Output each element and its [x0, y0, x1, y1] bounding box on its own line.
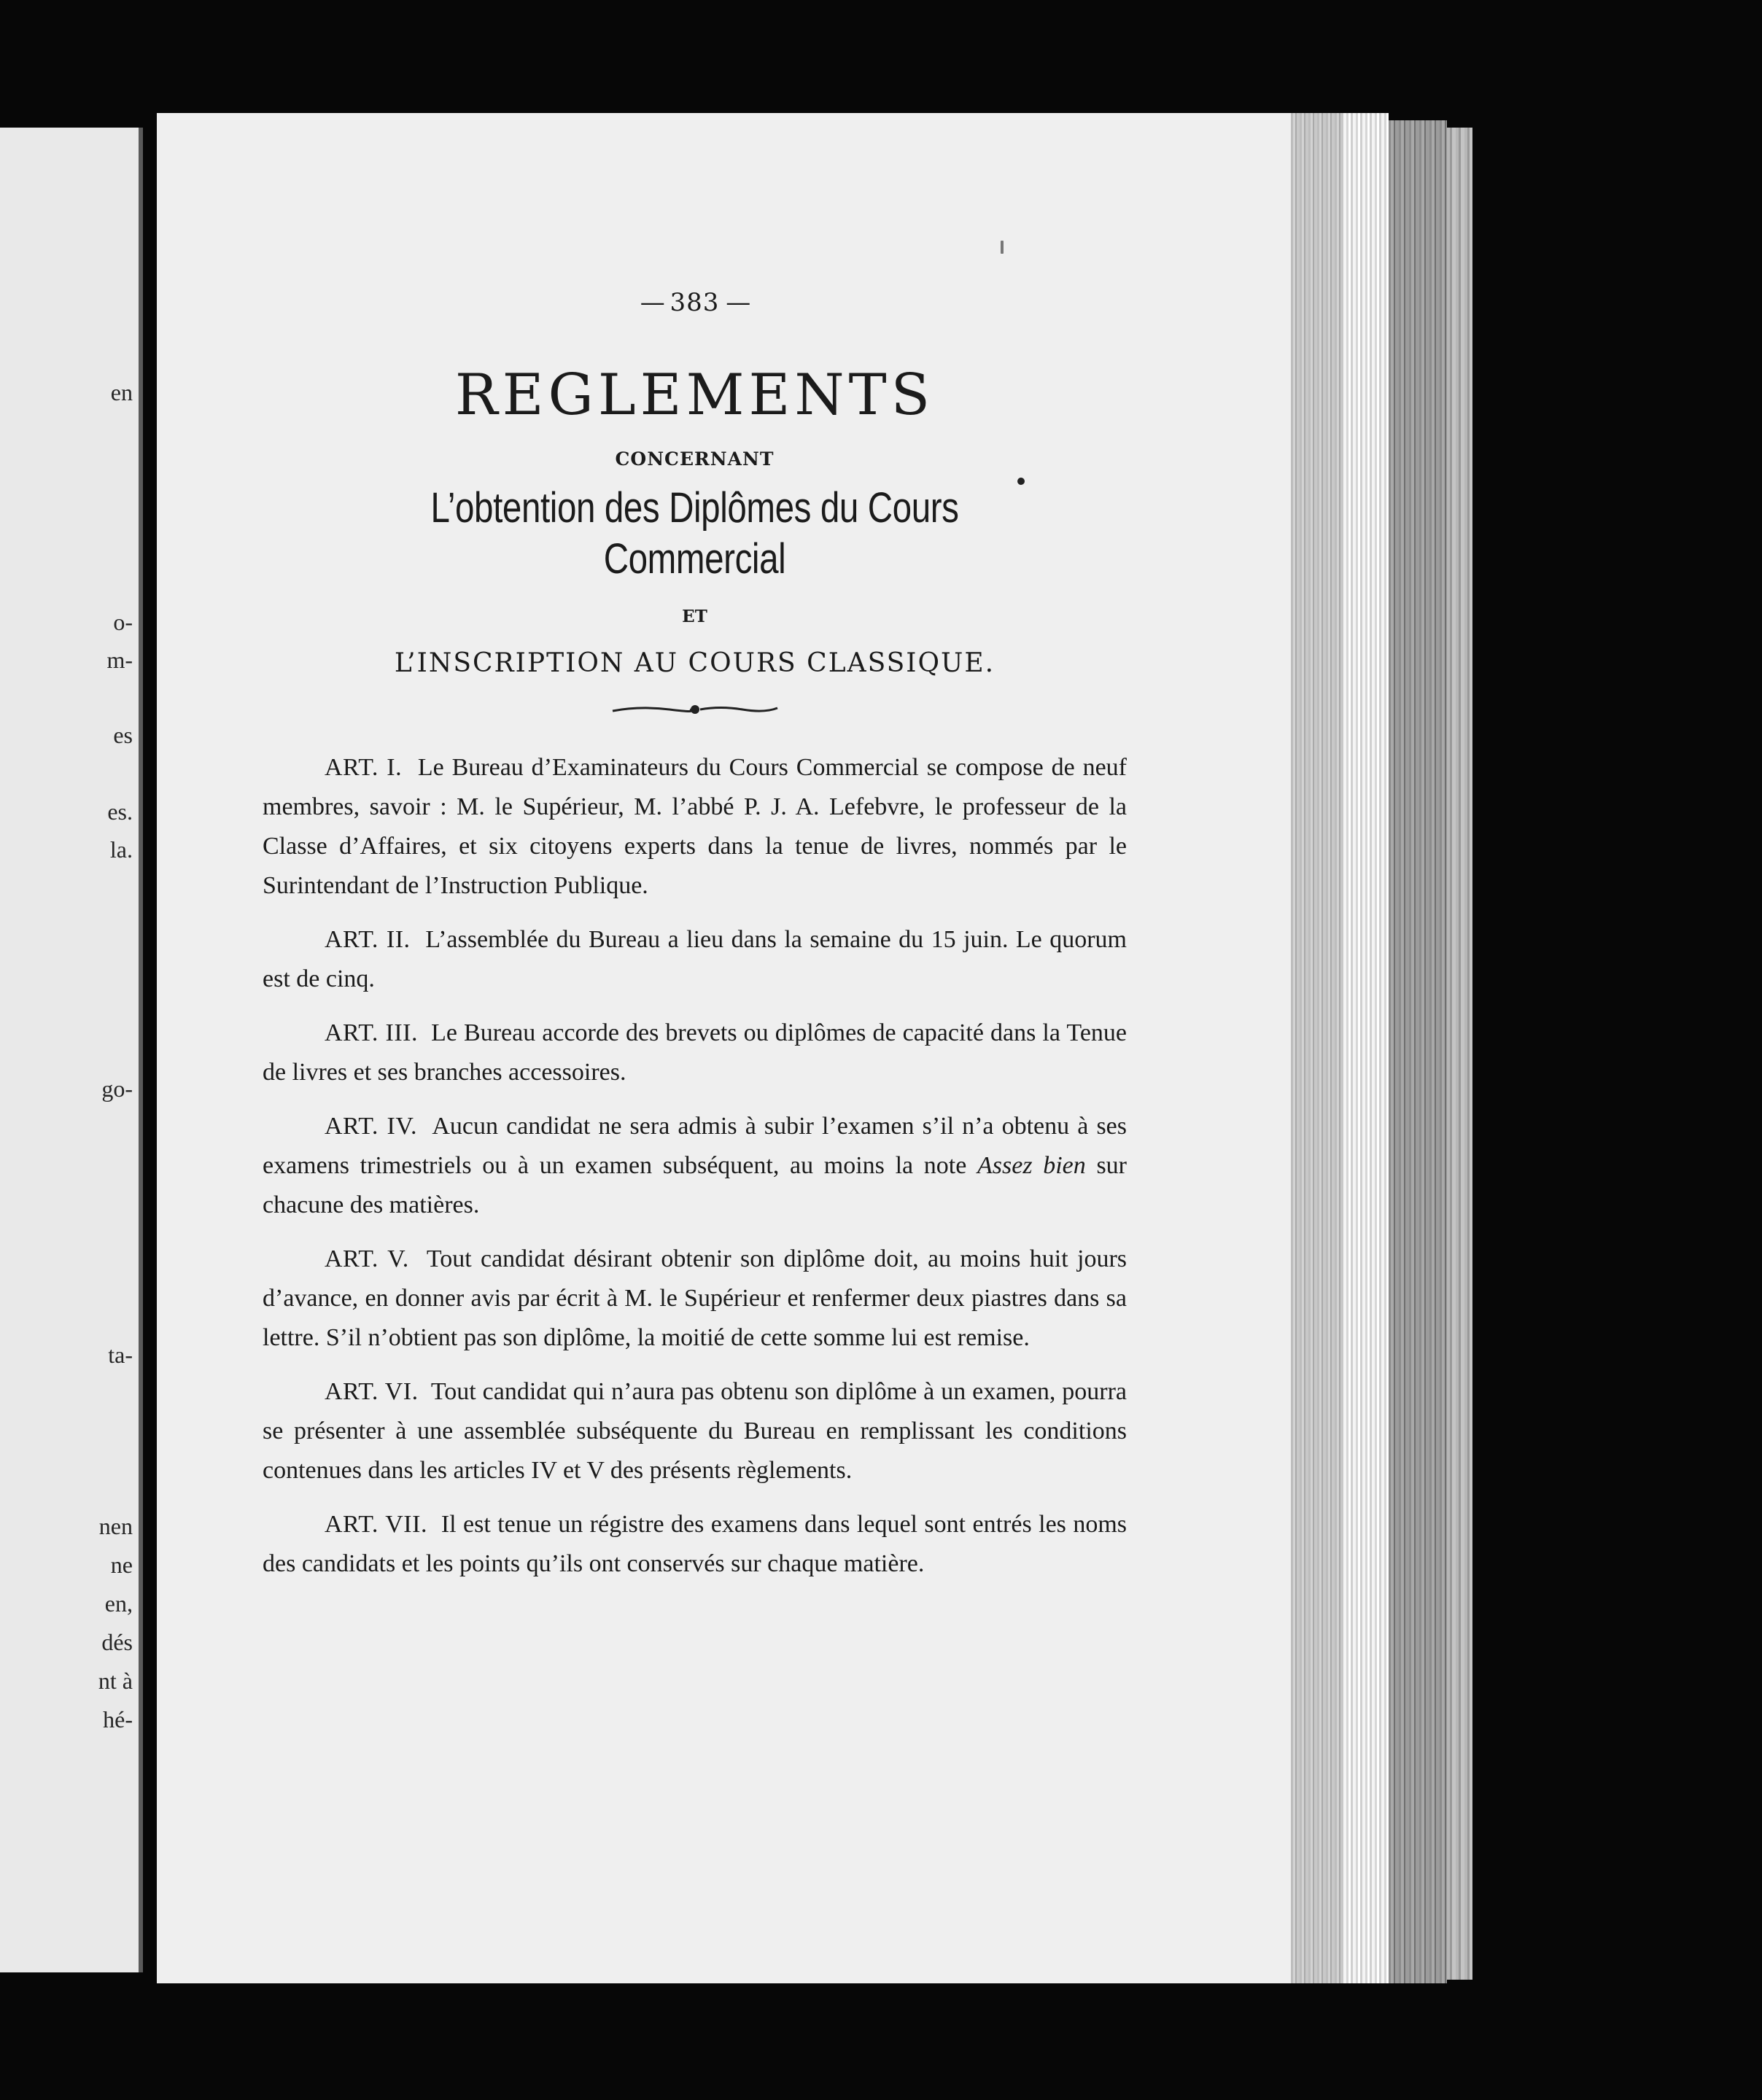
left-fragment: la.	[109, 836, 133, 863]
left-fragment: en	[110, 379, 133, 405]
article-emphasis: Assez bien	[977, 1152, 1086, 1179]
article-text: L’assemblée du Bureau a lieu dans la semaine du 15 juin. Le quorum est de cinq.	[263, 926, 1127, 992]
page-edge	[1291, 113, 1343, 1983]
article-text: Le Bureau d’Examinateurs du Cours Commercial se compose de neuf membres, savoir : M. le Supérieur, M. l’abbé P. J. A. Lefebvre, le professeur de la Classe d’Affaires, et six citoyens experts dans la tenue de livres, nommés par le Surintendant de l’Instruction Publique.	[263, 754, 1128, 899]
article-label: ART. VII.	[325, 1511, 427, 1538]
article-label: ART. VI.	[325, 1378, 419, 1405]
ornament-divider-icon	[611, 699, 779, 720]
page-number-value: 383	[670, 288, 720, 317]
article-4	[263, 1107, 1127, 1225]
left-fragment: es.	[107, 798, 133, 825]
left-fragment: nt à	[98, 1668, 133, 1694]
left-fragment: go-	[101, 1076, 133, 1102]
article-5	[263, 1240, 1127, 1358]
left-fragment: hé-	[103, 1706, 133, 1732]
ink-speck	[1001, 241, 1004, 254]
article-label: ART. V.	[325, 1245, 409, 1272]
article-2	[263, 920, 1127, 999]
left-fragment: ne	[110, 1552, 133, 1578]
article-label: ART. I.	[325, 754, 403, 781]
article-7	[263, 1505, 1127, 1584]
previous-page-fragment	[0, 128, 143, 1972]
left-fragment: es	[113, 722, 133, 748]
article-3	[263, 1014, 1127, 1092]
left-fragment: o-	[113, 609, 133, 635]
left-fragment: m-	[106, 647, 133, 673]
article-text: Tout candidat désirant obtenir son diplôme doit, au moins huit jours d’avance, en donner avis par écrit à M. le Supérieur et renfermer deux piastres dans sa lettre. S’il n’obtient pas son diplôme, la moitié de cette somme lui est remise.	[263, 1245, 1128, 1351]
article-text: Tout candidat qui n’aura pas obtenu son diplôme à un examen, pourra se présenter à une assemblée subséquente du Bureau en remplissant les conditions contenues dans les articles IV et V des présents règlements.	[263, 1378, 1128, 1484]
page-number: — 383 —	[640, 288, 750, 317]
article-label: ART. III.	[325, 1019, 418, 1046]
subtitle-et: ET	[682, 607, 707, 626]
article-1	[263, 748, 1127, 906]
articles	[263, 748, 1127, 1584]
article-label: ART. IV.	[325, 1113, 418, 1140]
article-text: Il est tenue un régistre des examens dans lequel sont entrés les noms des candidats et les points qu’ils ont conservés sur chaque matière.	[263, 1511, 1128, 1577]
page-title: REGLEMENTS	[454, 362, 935, 428]
page-stack-shadow	[1389, 120, 1447, 1983]
article-text: Aucun candidat ne sera admis à subir l’examen s’il n’a obtenu à ses examens trimestriels ou à un examen subséquent, au moins la note	[263, 1113, 1127, 1179]
subtitle-inscription: L’INSCRIPTION AU COURS CLASSIQUE.	[394, 648, 996, 678]
article-text: sur chacune des matières.	[263, 1152, 1127, 1218]
subtitle-concernant: CONCERNANT	[615, 448, 775, 470]
book-edge	[1447, 128, 1472, 1980]
left-fragment: dés	[101, 1629, 133, 1655]
page-content	[263, 288, 1127, 1584]
article-text: Le Bureau accorde des brevets ou diplômes de capacité dans la Tenue de livres et ses branches accessoires.	[263, 1019, 1127, 1086]
article-6	[263, 1372, 1127, 1490]
left-fragment: ta-	[108, 1342, 133, 1368]
page-stack	[1343, 113, 1389, 1983]
left-fragment: en,	[104, 1590, 133, 1617]
subtitle-main: L’obtention des Diplômes du Cours Commercial	[430, 484, 959, 583]
article-label: ART. II.	[325, 926, 411, 953]
left-fragment: nen	[98, 1513, 133, 1539]
